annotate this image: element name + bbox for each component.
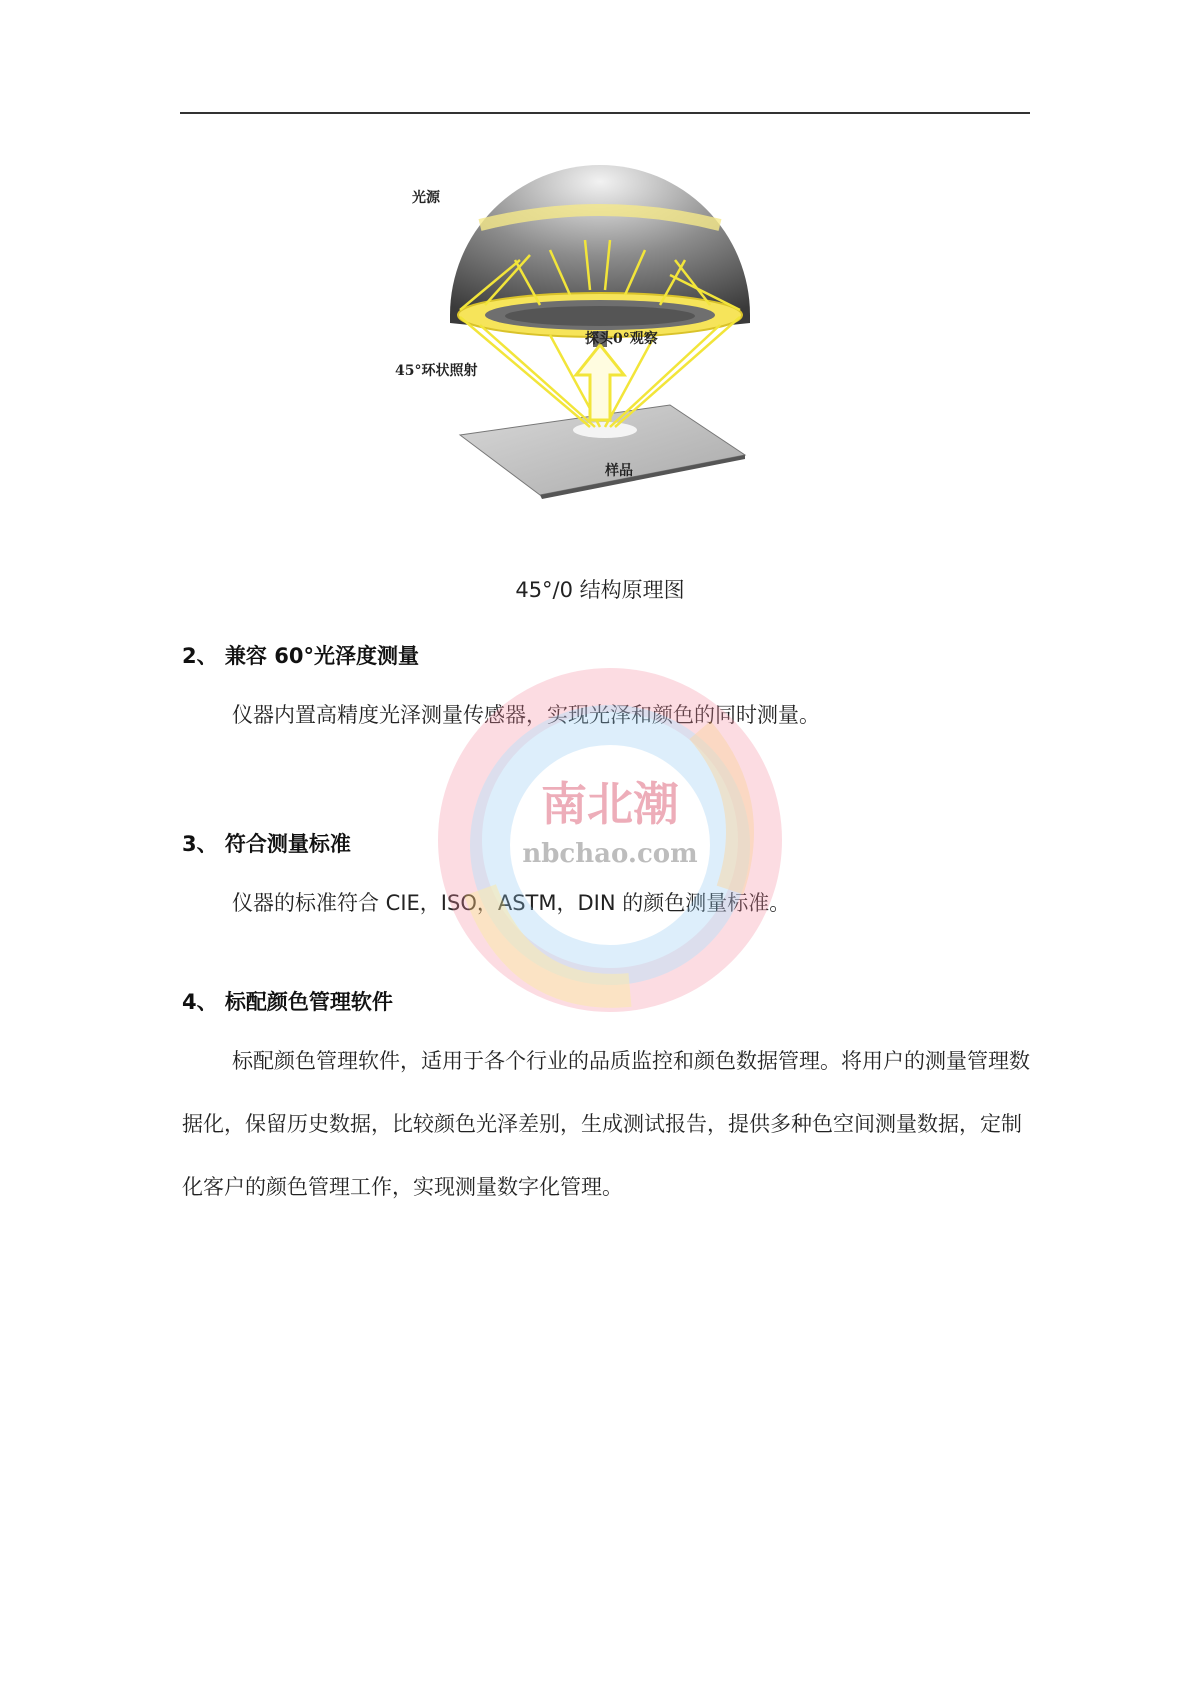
figure-caption: 45°/0 结构原理图 — [515, 578, 685, 602]
structure-diagram — [395, 165, 780, 540]
label-light-source: 光源 — [412, 190, 440, 206]
section-body-2: 仪器内置高精度光泽测量传感器，实现光泽和颜色的同时测量。 — [232, 703, 820, 727]
label-probe: 探头0°观察 — [585, 331, 658, 347]
section-heading-4: 4、 标配颜色管理软件 — [182, 990, 393, 1014]
section-body-3: 仪器的标准符合 CIE，ISO，ASTM，DIN 的颜色测量标准。 — [232, 891, 791, 915]
label-ring: 45°环状照射 — [395, 363, 478, 379]
section-heading-3: 3、 符合测量标准 — [182, 832, 351, 856]
diagram-svg — [395, 165, 780, 540]
watermark-site: nbchao.com — [522, 839, 698, 869]
observation-arrow — [576, 345, 624, 420]
section-heading-2: 2、 兼容 60°光泽度测量 — [182, 644, 419, 668]
watermark-title: 南北潮 — [541, 777, 679, 831]
label-sample: 样品 — [605, 463, 633, 479]
header-rule — [180, 112, 1030, 114]
section-body-4: 标配颜色管理软件，适用于各个行业的品质监控和颜色数据管理。将用户的测量管理数据化，保留历史数据，比较颜色光泽差别，生成测试报告，提供多种色空间测量数据，定制化客户的颜色管理工作，实现测量数字化管理。 — [182, 1049, 1030, 1199]
